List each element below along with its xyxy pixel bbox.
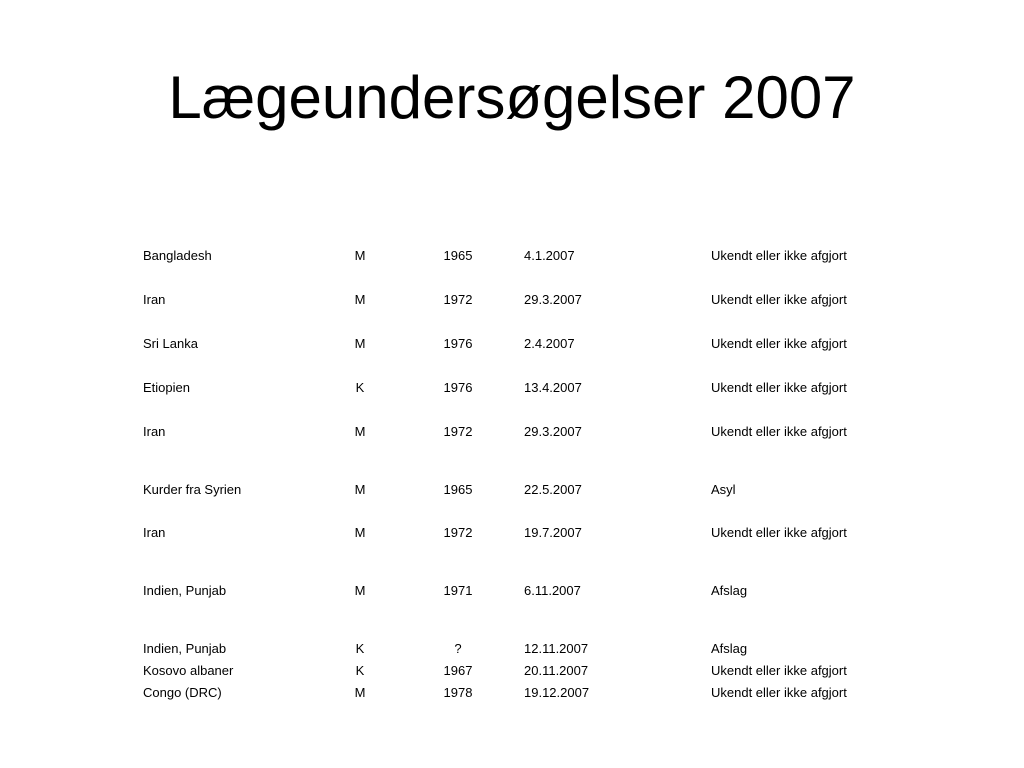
table-row: [0, 661, 1024, 681]
sex-cell: M: [354, 583, 366, 598]
country-cell: Congo (DRC): [143, 685, 222, 700]
birth-year-cell: 1967: [443, 663, 473, 678]
result-cell: Ukendt eller ikke afgjort: [711, 685, 847, 700]
country-cell: Iran: [143, 424, 166, 439]
result-cell: Ukendt eller ikke afgjort: [711, 424, 847, 439]
result-cell: Ukendt eller ikke afgjort: [711, 336, 847, 351]
country-cell: Etiopien: [143, 380, 190, 395]
table-row: [0, 422, 1024, 442]
date-cell: 12.11.2007: [524, 641, 589, 656]
table-row: [0, 581, 1024, 601]
table-row: [0, 378, 1024, 398]
page-title: Lægeundersøgelser 2007: [168, 64, 856, 131]
sex-cell: K: [355, 641, 365, 656]
table-row: [0, 246, 1024, 266]
date-cell: 29.3.2007: [524, 424, 582, 439]
date-cell: 19.12.2007: [524, 685, 590, 700]
date-cell: 19.7.2007: [524, 525, 582, 540]
birth-year-cell: 1976: [443, 380, 473, 395]
result-cell: Ukendt eller ikke afgjort: [711, 525, 847, 540]
sex-cell: M: [354, 525, 366, 540]
sex-cell: M: [354, 248, 366, 263]
result-cell: Ukendt eller ikke afgjort: [711, 248, 847, 263]
birth-year-cell: ?: [454, 641, 462, 656]
birth-year-cell: 1965: [443, 482, 473, 497]
birth-year-cell: 1971: [443, 583, 473, 598]
result-cell: Afslag: [711, 583, 748, 598]
table-row: [0, 480, 1024, 500]
table-row: [0, 290, 1024, 310]
date-cell: 29.3.2007: [524, 292, 582, 307]
date-cell: 2.4.2007: [524, 336, 575, 351]
country-cell: Kosovo albaner: [143, 663, 234, 678]
result-cell: Ukendt eller ikke afgjort: [711, 380, 847, 395]
country-cell: Bangladesh: [143, 248, 212, 263]
table-row: [0, 683, 1024, 703]
country-cell: Iran: [143, 292, 166, 307]
date-cell: 13.4.2007: [524, 380, 582, 395]
birth-year-cell: 1972: [443, 424, 473, 439]
table-row: [0, 639, 1024, 659]
birth-year-cell: 1972: [443, 525, 473, 540]
sex-cell: K: [355, 663, 365, 678]
date-cell: 6.11.2007: [524, 583, 581, 598]
country-cell: Kurder fra Syrien: [143, 482, 242, 497]
date-cell: 20.11.2007: [524, 663, 589, 678]
country-cell: Iran: [143, 525, 166, 540]
result-cell: Asyl: [711, 482, 736, 497]
result-cell: Ukendt eller ikke afgjort: [711, 292, 847, 307]
sex-cell: M: [354, 685, 366, 700]
sex-cell: M: [354, 482, 366, 497]
result-cell: Afslag: [711, 641, 748, 656]
date-cell: 4.1.2007: [524, 248, 575, 263]
country-cell: Sri Lanka: [143, 336, 198, 351]
sex-cell: K: [355, 380, 365, 395]
birth-year-cell: 1978: [443, 685, 473, 700]
table-row: [0, 523, 1024, 543]
country-cell: Indien, Punjab: [143, 641, 227, 656]
sex-cell: M: [354, 424, 366, 439]
result-cell: Ukendt eller ikke afgjort: [711, 663, 847, 678]
birth-year-cell: 1976: [443, 336, 473, 351]
date-cell: 22.5.2007: [524, 482, 582, 497]
country-cell: Indien, Punjab: [143, 583, 227, 598]
birth-year-cell: 1972: [443, 292, 473, 307]
birth-year-cell: 1965: [443, 248, 473, 263]
sex-cell: M: [354, 292, 366, 307]
table-row: [0, 334, 1024, 354]
sex-cell: M: [354, 336, 366, 351]
